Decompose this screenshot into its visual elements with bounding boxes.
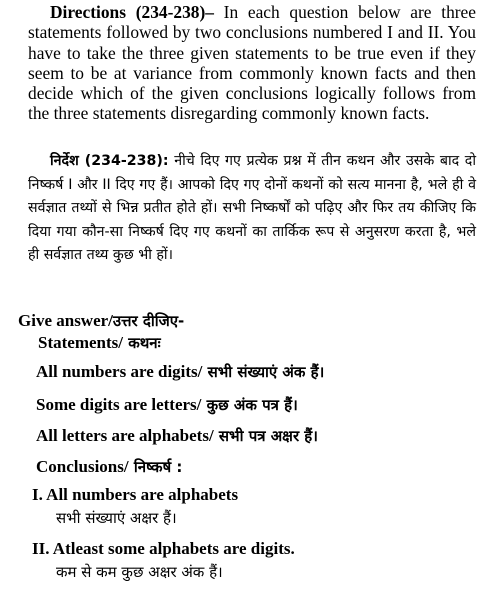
directions-text-hi: नीचे दिए गए प्रत्येक प्रश्न में तीन कथन और उसके बाद दो निष्कर्ष I और II दिए गए हैं। आपको दिए गए दोनों कथनों को सत्य मानना है, भले ही वे सर्वज्ञात तथ्यों से भिन्न प्रतीत होते हों। सभी निष्कर्षों को पढ़िए और फिर तय कीजिए कि दिया गया कौन-सा निष्कर्ष दिए गए कथनों का तार्किक रूप से अनुसरण करता है, भले ही सर्वज्ञात तथ्य कुछ भी हों। (28, 153, 477, 264)
conclusion-1-en: I. All numbers are alphabets (32, 485, 239, 504)
directions-heading-hi: निर्देश (234-238): (50, 153, 169, 169)
directions-hindi (28, 150, 476, 268)
statements-label: Statements/ कथनः (38, 333, 161, 352)
directions-english (28, 2, 476, 124)
statement-1: All numbers are digits/ सभी संख्याएं अंक हैं। (36, 362, 325, 381)
conclusion-2-en: II. Atleast some alphabets are digits. (32, 539, 295, 558)
directions-text-en: In each question below are three statements followed by two conclusions numbered I and II. You have to take the three given statements to be true even if they seem to be at variance from commonly known facts and then decide which of the given conclusions logically follows from the three statements disregarding commonly known facts. (28, 2, 476, 124)
give-answer: Give answer/उत्तर दीजिए- (18, 311, 185, 330)
statement-2: Some digits are letters/ कुछ अंक पत्र हैं। (36, 395, 298, 414)
conclusion-1-hi: सभी संख्याएं अक्षर हैं। (56, 509, 177, 527)
directions-heading-en: Directions (234-238)– (50, 2, 214, 22)
conclusions-label: Conclusions/ निष्कर्ष : (36, 457, 183, 476)
conclusion-2-hi: कम से कम कुछ अक्षर अंक हैं। (56, 563, 223, 581)
statement-3: All letters are alphabets/ सभी पत्र अक्षर हैं। (36, 426, 318, 445)
